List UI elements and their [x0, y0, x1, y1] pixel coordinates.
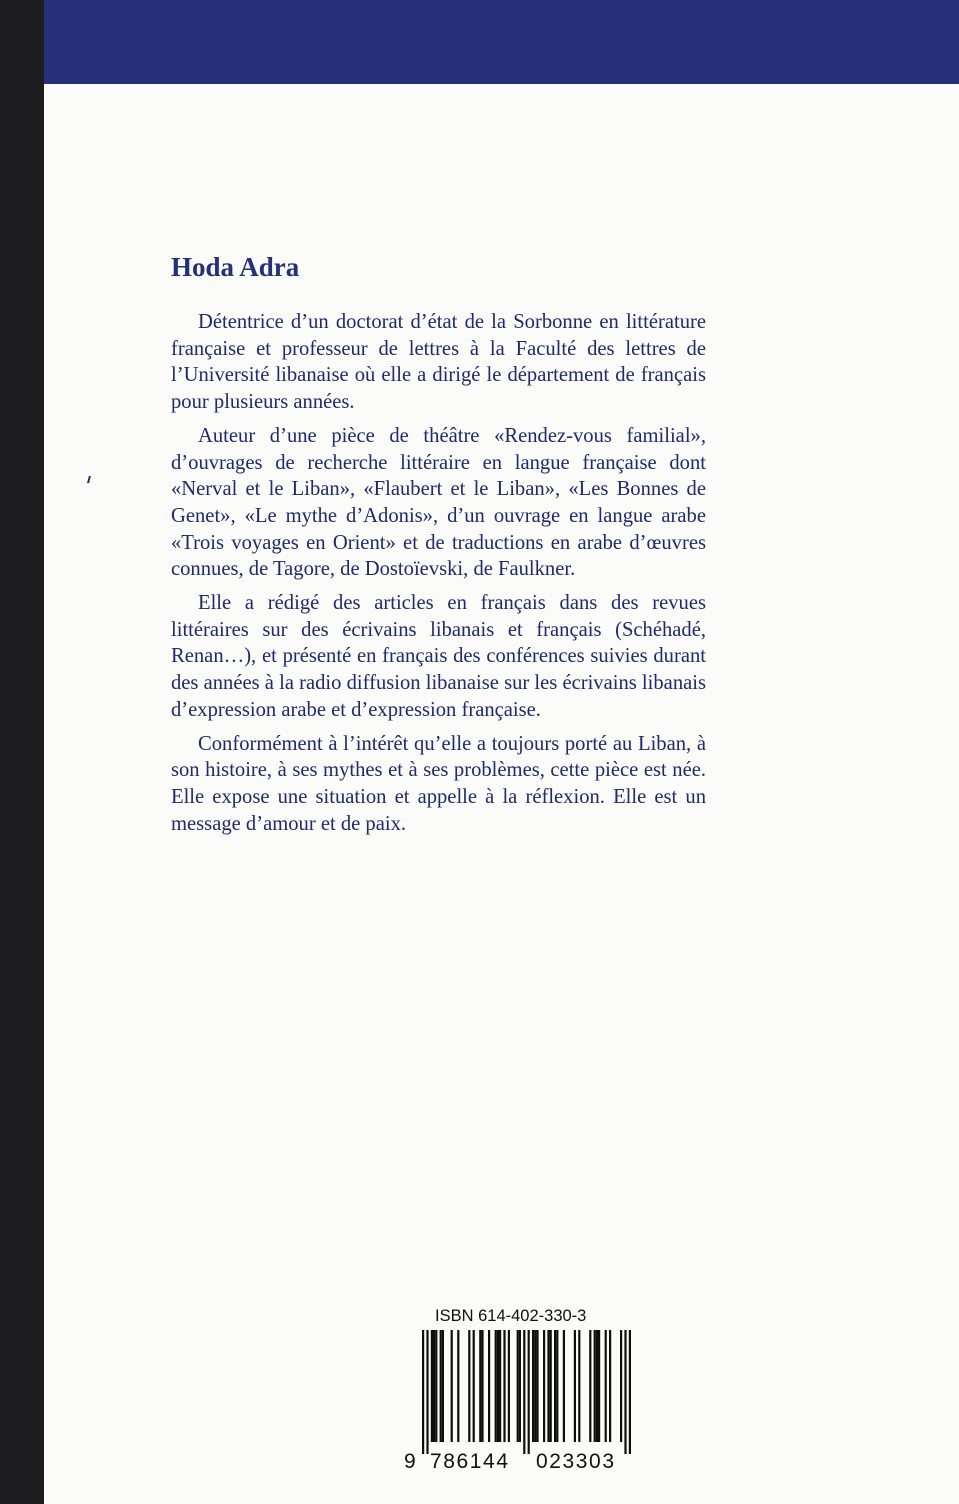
barcode-bar [534, 1330, 536, 1442]
barcode-bar [435, 1330, 437, 1442]
back-cover [44, 0, 959, 1504]
barcode-bar [605, 1330, 607, 1442]
barcode-bar [547, 1330, 549, 1442]
top-color-band [44, 0, 959, 84]
bio-paragraph: Conformément à l’intérêt qu’elle a toujours porté au Liban, à son histoire, à ses mythes et à ses problèmes, cette pièce est née. Elle expose une situation et appelle à la réflexion. Elle est un message d’amour et de paix. [171, 732, 706, 835]
barcode-bar [473, 1330, 475, 1442]
author-biography [171, 309, 706, 844]
barcode-bar [543, 1330, 545, 1442]
barcode-bar [629, 1330, 631, 1454]
barcode-bar [554, 1330, 556, 1442]
barcode-bar [517, 1330, 519, 1442]
barcode-bars [422, 1330, 631, 1454]
barcode-bar [523, 1330, 525, 1454]
barcode-bar [503, 1330, 505, 1442]
barcode-bar [578, 1330, 580, 1442]
barcode-digit-first: 9 [404, 1450, 416, 1473]
barcode-bar [574, 1330, 576, 1442]
bio-paragraph: Elle a rédigé des articles en français dans des revues littéraires sur des écrivains libanais et français (Schéhadé, Renan…), et présenté en français des conférences suivies durant des années à la radio diffusion libanaise sur les écrivains libanais d’expression arabe et d’expression française. [171, 592, 706, 721]
barcode-digits-right: 023303 [536, 1450, 614, 1473]
barcode-bar [495, 1330, 497, 1442]
isbn-barcode [396, 1328, 656, 1474]
barcode-bar [532, 1330, 534, 1442]
barcode-bar [620, 1330, 622, 1442]
barcode-digits-left: 786144 [430, 1450, 508, 1473]
barcode-bar [468, 1330, 470, 1442]
bio-paragraph: Auteur d’une pièce de théâtre «Rendez-vous familial», d’ouvrages de recherche littéraire en langue française dont «Nerval et le Liban», «Flaubert et le Liban», «Les Bonnes de Genet», «Le mythe d’Adonis», d’un ouvrage en langue arabe «Trois voyages en Orient» et de traductions en arabe d’œuvres connues, de Tagore, de Dostoïevski, de Faulkner. [171, 424, 706, 581]
barcode-bar [431, 1330, 433, 1442]
barcode-bar [451, 1330, 453, 1442]
barcode-bar [563, 1330, 565, 1442]
bio-paragraph: Détentrice d’un doctorat d’état de la Sorbonne en littérature française et professeur de lettres à la Faculté des lettres de l’Université libanaise où elle a dirigé le département de français pour plusieurs années. [171, 311, 706, 414]
barcode-bar [442, 1330, 444, 1442]
barcode-bar [497, 1330, 499, 1442]
barcode-bar [479, 1330, 481, 1442]
barcode-bar [556, 1330, 558, 1442]
author-name: Hoda Adra [171, 252, 300, 282]
barcode-bar [598, 1330, 600, 1442]
barcode-bar [508, 1330, 510, 1442]
barcode-bar [426, 1330, 428, 1454]
barcode-bar [624, 1330, 626, 1454]
barcode-bar [422, 1330, 424, 1454]
stray-ink-mark [87, 476, 91, 483]
barcode-bar [594, 1330, 596, 1442]
barcode-bar [519, 1330, 521, 1442]
barcode-bar [440, 1330, 442, 1442]
barcode-bar [457, 1330, 459, 1442]
barcode-bar [528, 1330, 530, 1454]
barcode-bar [609, 1330, 611, 1442]
barcode-bar [550, 1330, 552, 1442]
barcode-bar [499, 1330, 501, 1442]
isbn-label: ISBN 614-402-330-3 [435, 1307, 587, 1325]
barcode-bar [433, 1330, 435, 1442]
barcode-bar [481, 1330, 483, 1442]
barcode-bar [596, 1330, 598, 1442]
barcode-bar [488, 1330, 490, 1442]
barcode-bar [536, 1330, 538, 1442]
barcode-bar [589, 1330, 591, 1442]
